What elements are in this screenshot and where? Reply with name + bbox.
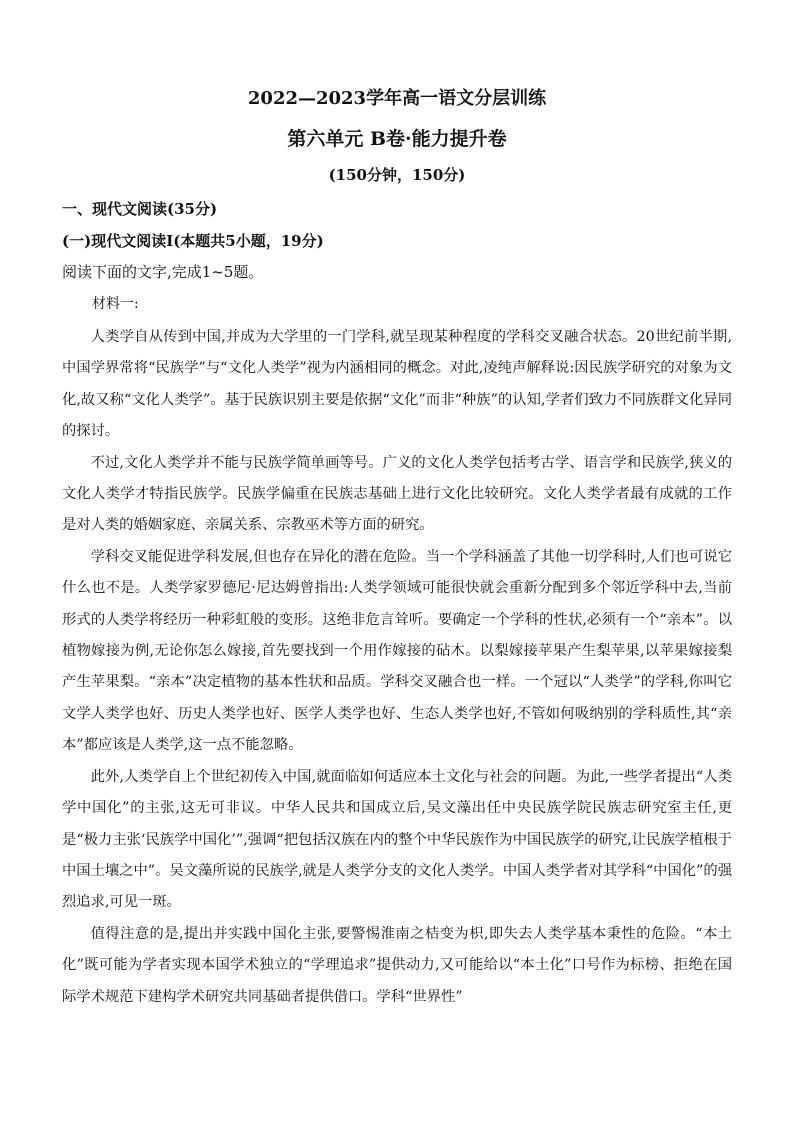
reading-instruction: 阅读下面的文字,完成1~5题。 xyxy=(62,263,264,281)
paragraph: 此外,人类学自上个世纪初传入中国,就面临如何适应本土文化与社会的问题。为此,一些学者提出“人类学中国化”的主张,这无可非议。中华人民共和国成立后,吴文藻出任中央民族学院民族志研究室主任,更是“极力主张‘民族学中国化’”,强调“把包括汉族在内的整个中华民族作为中国民族学的研究,让民族学植根于中国土壤之中”。吴文藻所说的民族学,就是人类学分支的文化人类学。中国人类学者对其学科“中国化”的强烈追求,可见一斑。 xyxy=(62,768,732,911)
paragraph: 值得注意的是,提出并实践中国化主张,要警惕淮南之桔变为枳,即失去人类学基本秉性的危险。“本土化”既可能为学者实现本国学术独立的“学理追求”提供动力,又可能给以“本土化”口号作为标榜、拒绝在国际学术规范下建构学术研究共同基础者提供借口。学科“世界性” xyxy=(62,925,732,1005)
material-label: 材料一: xyxy=(92,296,139,312)
exam-meta: (150分钟，150分) xyxy=(328,166,466,184)
paragraph: 人类学自从传到中国,并成为大学里的一门学科,就呈现某种程度的学科交叉融合状态。20世纪前半期,中国学界常将“民族学”与“文化人类学”视为内涵相同的概念。对此,凌纯声解释说:因民族学研究的对象为文化,故又称“文化人类学”。基于民族识别主要是依据“文化”而非“种族”的认知,学者们致力不同族群文化异同的探讨。 xyxy=(62,329,732,440)
subsection-heading: (一)现代文阅读Ⅰ(本题共5小题，19分) xyxy=(62,232,324,250)
section-heading: 一、现代文阅读(35分) xyxy=(62,200,218,218)
document-subtitle: 第六单元 B卷·能力提升卷 xyxy=(287,128,507,150)
article-body xyxy=(62,322,732,1013)
document-title: 2022—2023学年高一语文分层训练 xyxy=(247,88,547,109)
paragraph: 学科交叉能促进学科发展,但也存在异化的潜在危险。当一个学科涵盖了其他一切学科时,人们也可说它什么也不是。人类学家罗德尼·尼达姆曾指出:人类学领域可能很快就会重新分配到多个邻近学科中去,当前形式的人类学将经历一种彩虹般的变形。这绝非危言耸听。要确定一个学科的性状,必须有一个“亲本”。以植物嫁接为例,无论你怎么嫁接,首先要找到一个用作嫁接的砧木。以梨嫁接苹果产生梨苹果,以苹果嫁接梨产生苹果梨。“亲本”决定植物的基本性状和品质。学科交叉融合也一样。一个冠以“人类学”的学科,你叫它文学人类学也好、历史人类学也好、医学人类学也好、生态人类学也好,不管如何吸纳别的学科质性,其“亲本”都应该是人类学,这一点不能忽略。 xyxy=(62,548,732,754)
paragraph: 不过,文化人类学并不能与民族学简单画等号。广义的文化人类学包括考古学、语言学和民族学,狭义的文化人类学才特指民族学。民族学偏重在民族志基础上进行文化比较研究。文化人类学者最有成就的工作是对人类的婚姻家庭、亲属关系、宗教巫术等方面的研究。 xyxy=(62,454,732,534)
